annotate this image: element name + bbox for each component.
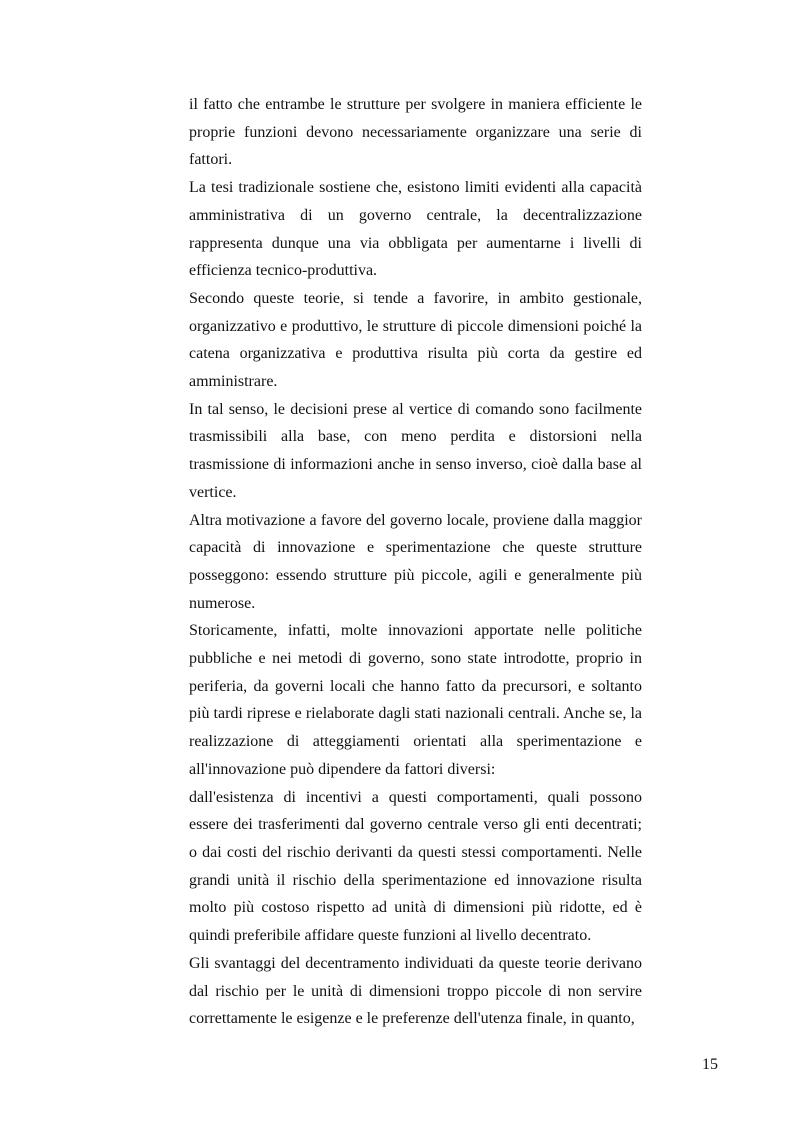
paragraph-5: Altra motivazione a favore del governo locale, proviene dalla maggior capacità di innovazione e sperimentazione che queste strutture posseggono: essendo strutture più piccole, agili e generalmente più numerose. (189, 511, 642, 612)
paragraph-6: Storicamente, infatti, molte innovazioni apportate nelle politiche pubbliche e nei metodi di governo, sono state introdotte, proprio in periferia, da governi locali che hanno fatto da precursori, e soltanto più tardi riprese e rielaborate dagli stati nazionali centrali. Anche se, la realizzazione di atteggiamenti orientati alla sperimentazione e all'innovazione può dipendere da fattori diversi: (189, 622, 642, 778)
body-text (189, 91, 642, 1033)
paragraph-1: il fatto che entrambe le strutture per svolgere in maniera efficiente le proprie funzioni devono necessariamente organizzare una serie di fattori. (189, 96, 642, 169)
paragraph-7: dall'esistenza di incentivi a questi comportamenti, quali possono essere dei trasferimenti dal governo centrale verso gli enti decentrati; o dai costi del rischio derivanti da questi stessi comportamenti. Nelle grandi unità il rischio della sperimentazione ed innovazione risulta molto più costoso rispetto ad unità di dimensioni più ridotte, ed è quindi preferibile affidare queste funzioni al livello decentrato. (189, 788, 642, 945)
paragraph-4: In tal senso, le decisioni prese al vertice di comando sono facilmente trasmissibili alla base, con meno perdita e distorsioni nella trasmissione di informazioni anche in senso inverso, cioè dalla base al vertice. (189, 400, 642, 501)
paragraph-3: Secondo queste teorie, si tende a favorire, in ambito gestionale, organizzativo e produttivo, le strutture di piccole dimensioni poiché la catena organizzativa e produttiva risulta più corta da gestire ed amministrare. (189, 289, 642, 391)
paragraph-2: La tesi tradizionale sostiene che, esistono limiti evidenti alla capacità amministrativa di un governo centrale, la decentralizzazione rappresenta dunque una via obbligata per aumentarne i livelli di efficienza tecnico-produttiva. (189, 179, 642, 280)
page-number: 15 (702, 1056, 718, 1073)
paragraph-8: Gli svantaggi del decentramento individuati da queste teorie derivano dal rischio per le unità di dimensioni troppo piccole di non servire correttamente le esigenze e le preferenze dell'utenza finale, in quanto, (189, 954, 642, 1028)
